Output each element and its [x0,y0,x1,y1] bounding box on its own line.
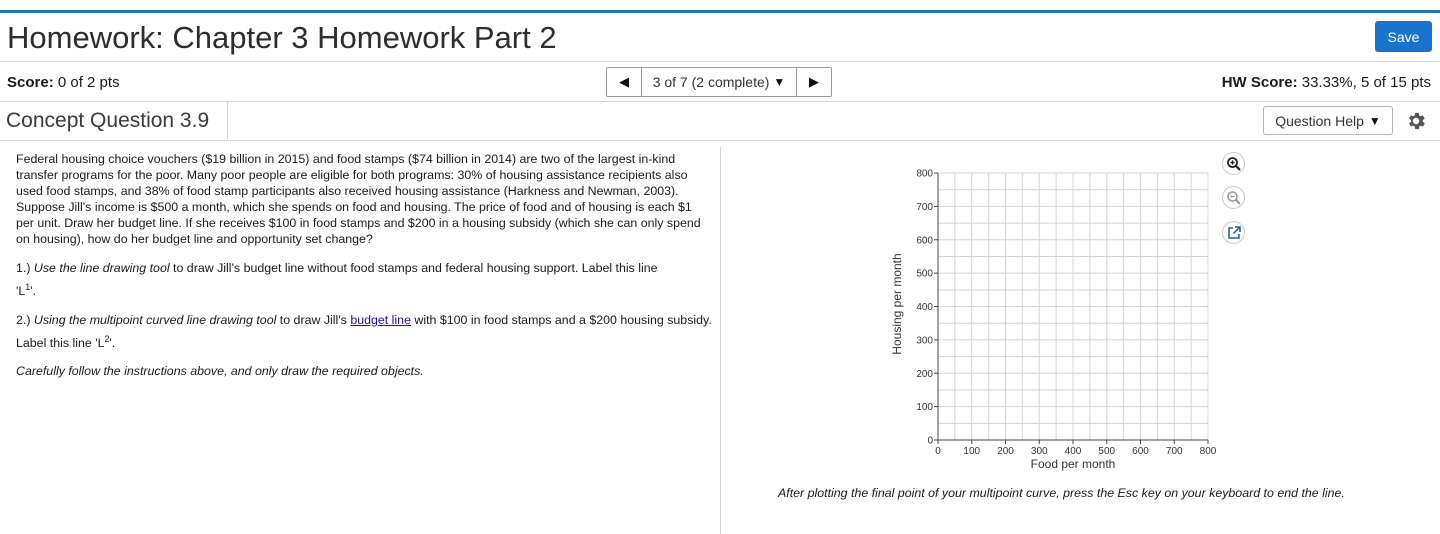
popout-button[interactable] [1222,221,1245,244]
score-value: 0 of 2 pts [57,74,120,91]
y-tick-label: 200 [916,368,933,380]
y-tick-label: 100 [916,402,933,414]
question-intro: Federal housing choice vouchers ($19 billion in 2015) and food stamps ($74 billion in 2014) are two of the largest in-kind transfer programs for the poor. Many poor people are eligible for both programs: 30% of housing assistance recipients also used food stamps, and 38% of food stamp participants also received housing assistance (Harkness and Newman, 2003). Suppose Jill's income is $500 a month, which she spends on food and housing. The price of food and of housing is each $1 per unit. Draw her budget line. If she receives $100 in food stamps and $200 in a housing subsidy (which she can only spend on housing), how do her budget line and opportunity set change? [16,152,701,246]
x-tick-label: 500 [1098,446,1116,457]
y-tick-label: 600 [916,235,933,247]
question-help-label: Question Help [1275,112,1364,129]
y-tick-label: 0 [927,435,933,447]
hw-score-display [1222,74,1431,91]
x-tick-label: 300 [1030,446,1048,457]
x-tick-label: 200 [997,446,1014,457]
question-navigator [606,67,832,97]
line-label: 'L [16,284,26,299]
x-tick-label: 100 [963,446,981,457]
multipoint-footnote: After plotting the final point of your multipoint curve, press the Esc key on your keyboard to end the line. [778,486,1345,500]
y-tick-label: 700 [916,201,933,213]
budget-graph[interactable] [880,160,1220,460]
instruction-note [16,363,712,379]
zoom-out-button[interactable] [1222,186,1245,209]
zoom-in-icon [1226,156,1242,172]
hw-score-value: 33.33%, 5 of 15 pts [1301,74,1431,91]
save-button[interactable]: Save [1375,21,1432,52]
line-label: '. [30,284,37,299]
question-position: 3 of 7 (2 complete) [652,74,770,90]
hw-score-label: HW Score: [1221,74,1298,91]
next-question-button[interactable] [796,68,831,96]
question-selector-dropdown[interactable] [642,68,796,96]
budget-line-link[interactable]: budget line [350,313,411,328]
tool-name: Use the line drawing tool [33,261,170,275]
line-label-superscript: 1 [25,282,31,292]
previous-question-button[interactable] [607,68,642,96]
step-number: 2.) [16,313,34,328]
x-tick-label: 400 [1064,446,1082,457]
homework-title: Homework: Chapter 3 Homework Part 2 [7,20,557,55]
x-tick-label: 800 [1199,446,1217,457]
score-label: Score: [7,74,54,91]
step-text: to draw Jill's budget line without food stamps and federal housing support. Label this line [169,261,658,275]
y-tick-label: 800 [916,168,933,180]
line-label: 'L [95,336,105,351]
line-label: '. [109,336,116,351]
divider [0,140,1440,141]
y-tick-label: 300 [916,335,933,347]
divider [0,61,1440,62]
title-separator [227,102,228,139]
x-tick-label: 600 [1132,446,1149,457]
line-label-superscript: 2 [104,334,110,345]
caret-down-icon: ▼ [1368,113,1381,128]
question-title: Concept Question 3.9 [6,109,210,132]
step-text: to draw Jill's [276,313,351,328]
instruction-step-2 [16,311,712,353]
divider [0,101,1440,102]
step-text: with $100 in food stamps and a $200 housing subsidy. Label this line [16,313,712,351]
step-number: 1.) [16,261,34,275]
x-tick-label: 0 [935,446,941,457]
triangle-left-icon: ◀ [619,74,629,89]
panel-separator [720,147,721,534]
zoom-out-icon [1226,190,1242,206]
y-tick-label: 400 [916,302,933,313]
score-display [7,74,120,91]
gear-icon[interactable] [1405,110,1427,132]
zoom-in-button[interactable] [1222,152,1245,175]
caret-down-icon: ▼ [773,75,786,89]
y-axis-label: Housing per month [890,253,904,355]
x-axis-label: Food per month [1030,457,1116,471]
tool-name: Using the multipoint curved line drawing tool [33,313,277,328]
y-tick-label: 500 [916,268,933,280]
question-help-dropdown[interactable] [1263,106,1393,135]
triangle-right-icon: ▶ [809,74,819,89]
x-tick-label: 700 [1165,446,1183,457]
instruction-step-1 [16,259,712,301]
popout-icon [1226,225,1242,241]
instruction-text: Carefully follow the instructions above, and only draw the required objects. [16,364,424,379]
top-accent-bar [0,10,1440,13]
question-text [16,151,712,379]
